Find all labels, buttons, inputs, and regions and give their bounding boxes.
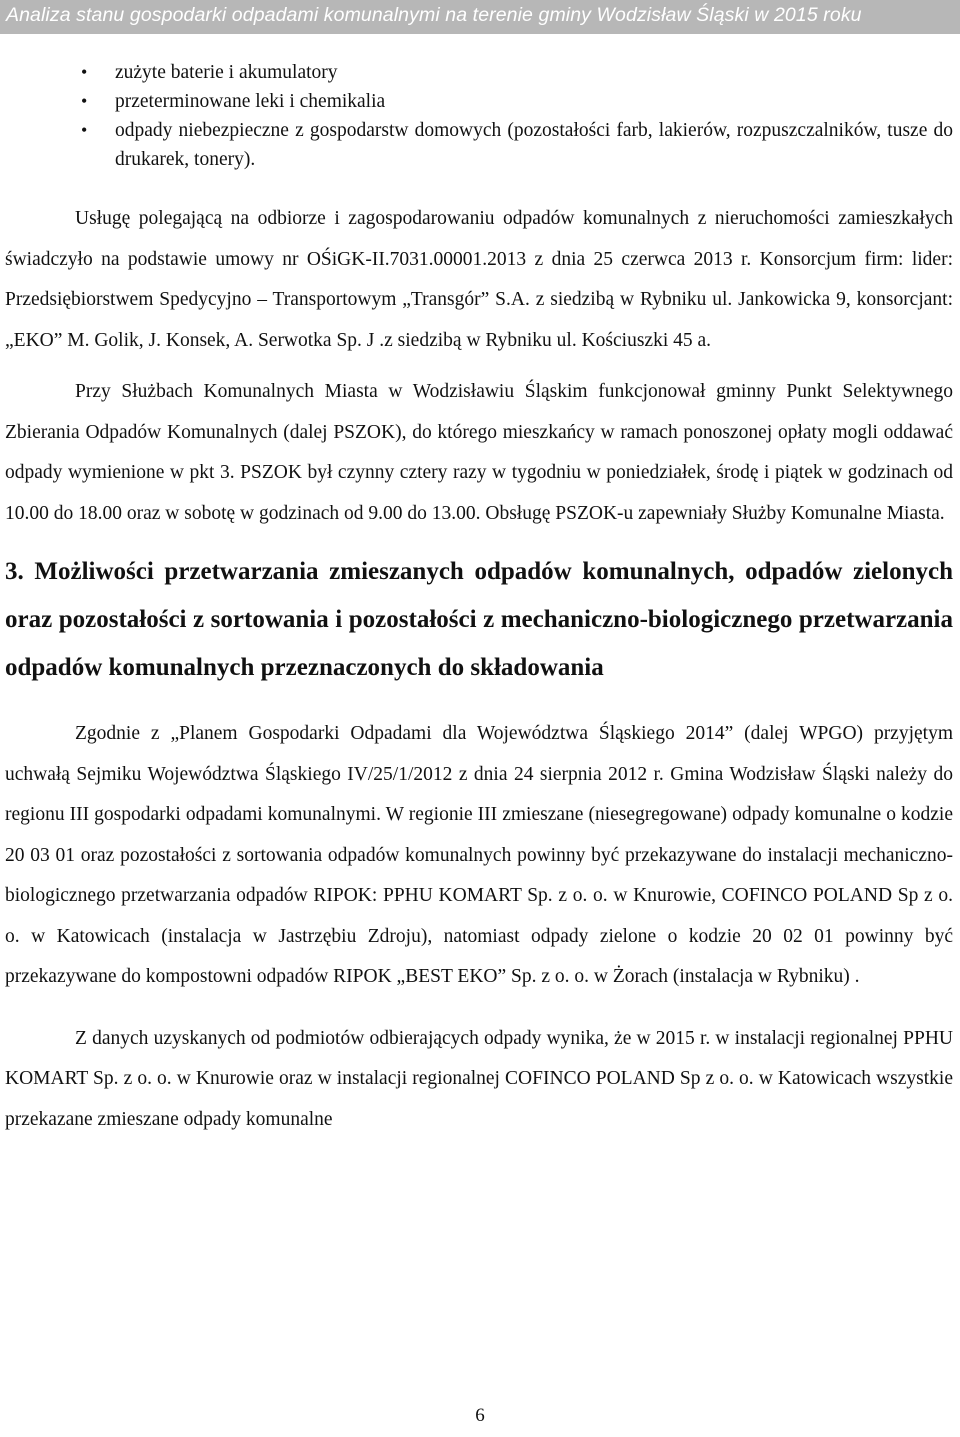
page-header	[0, 0, 960, 34]
list-item-text: przeterminowane leki i chemikalia	[115, 91, 386, 112]
list-item	[5, 87, 953, 116]
bullet-icon: •	[81, 91, 88, 111]
bullet-icon: •	[81, 62, 88, 82]
paragraph-wpgo: Zgodnie z „Planem Gospodarki Odpadami dla Województwa Śląskiego 2014” (dalej WPGO) przyjętym uchwałą Sejmiku Województwa Śląskiego IV/25/1/2012 z dnia 24 sierpnia 2012 r. Gmina Wodzisław Śląski należy do regionu III gospodarki odpadami komunalnymi. W regionie III zmieszane (niesegregowane) odpady komunalne o kodzie 20 03 01 oraz pozostałości z sortowania odpadów komunalnych powinny być przekazywane do instalacji mechaniczno-biologicznego przetwarzania odpadów RIPOK: PPHU KOMART Sp. z o. o. w Knurowie, COFINCO POLAND Sp z o. o. w Katowicach (instalacja w Jastrzębiu Zdroju), natomiast odpady zielone o kodzie 20 02 01 powinny być przekazywane do kompostowni odpadów RIPOK „BEST EKO” Sp. z o. o. w Żorach (instalacja w Rybniku) .	[5, 723, 953, 987]
header-title: Analiza stanu gospodarki odpadami komunalnymi na terenie gminy Wodzisław Śląski w 2015 roku	[6, 4, 862, 26]
paragraph-service-contract: Usługę polegającą na odbiorze i zagospodarowaniu odpadów komunalnych z nieruchomości zamieszkałych świadczyło na podstawie umowy nr OŚiGK-II.7031.00001.2013 z dnia 25 czerwca 2013 r. Konsorcjum firm: lider: Przedsiębiorstwem Spedycyjno – Transportowym „Transgór” S.A. z siedzibą w Rybniku ul. Jankowicka 9, konsorcjant: „EKO” M. Golik, J. Konsek, A. Serwotka Sp. J .z siedzibą w Rybniku ul. Kościuszki 45 a.	[5, 208, 953, 351]
list-item-text: zużyte baterie i akumulatory	[115, 62, 338, 83]
paragraph-pszok: Przy Służbach Komunalnych Miasta w Wodzisławiu Śląskim funkcjonował gminny Punkt Selektywnego Zbierania Odpadów Komunalnych (dalej PSZOK), do którego mieszkańcy w ramach ponoszonej opłaty mogli oddawać odpady wymienione w pkt 3. PSZOK był czynny cztery razy w tygodniu w poniedziałek, środę i piątek w godzinach od 10.00 do 18.00 oraz w sobotę w godzinach od 9.00 do 13.00. Obsługę PSZOK-u zapewniały Służby Komunalne Miasta.	[5, 381, 953, 524]
bullet-list	[5, 58, 953, 174]
section-heading: 3. Możliwości przetwarzania zmieszanych odpadów komunalnych, odpadów zielonych oraz pozostałości z sortowania i pozostałości z mechaniczno-biologicznego przetwarzania odpadów komunalnych przeznaczonych do składowania	[5, 558, 953, 681]
paragraph-data-2015: Z danych uzyskanych od podmiotów odbierających odpady wynika, że w 2015 r. w instalacji regionalnej PPHU KOMART Sp. z o. o. w Knurowie oraz w instalacji regionalnej COFINCO POLAND Sp z o. o. w Katowicach wszystkie przekazane zmieszane odpady komunalne	[5, 1027, 953, 1130]
page-number: 6	[475, 1405, 485, 1426]
list-item	[5, 58, 953, 87]
list-item	[5, 116, 953, 174]
page-body	[5, 58, 953, 1140]
list-item-text: odpady niebezpieczne z gospodarstw domowych (pozostałości farb, lakierów, rozpuszczalników, tusze do drukarek, tonery).	[115, 120, 953, 170]
bullet-icon: •	[81, 120, 88, 140]
